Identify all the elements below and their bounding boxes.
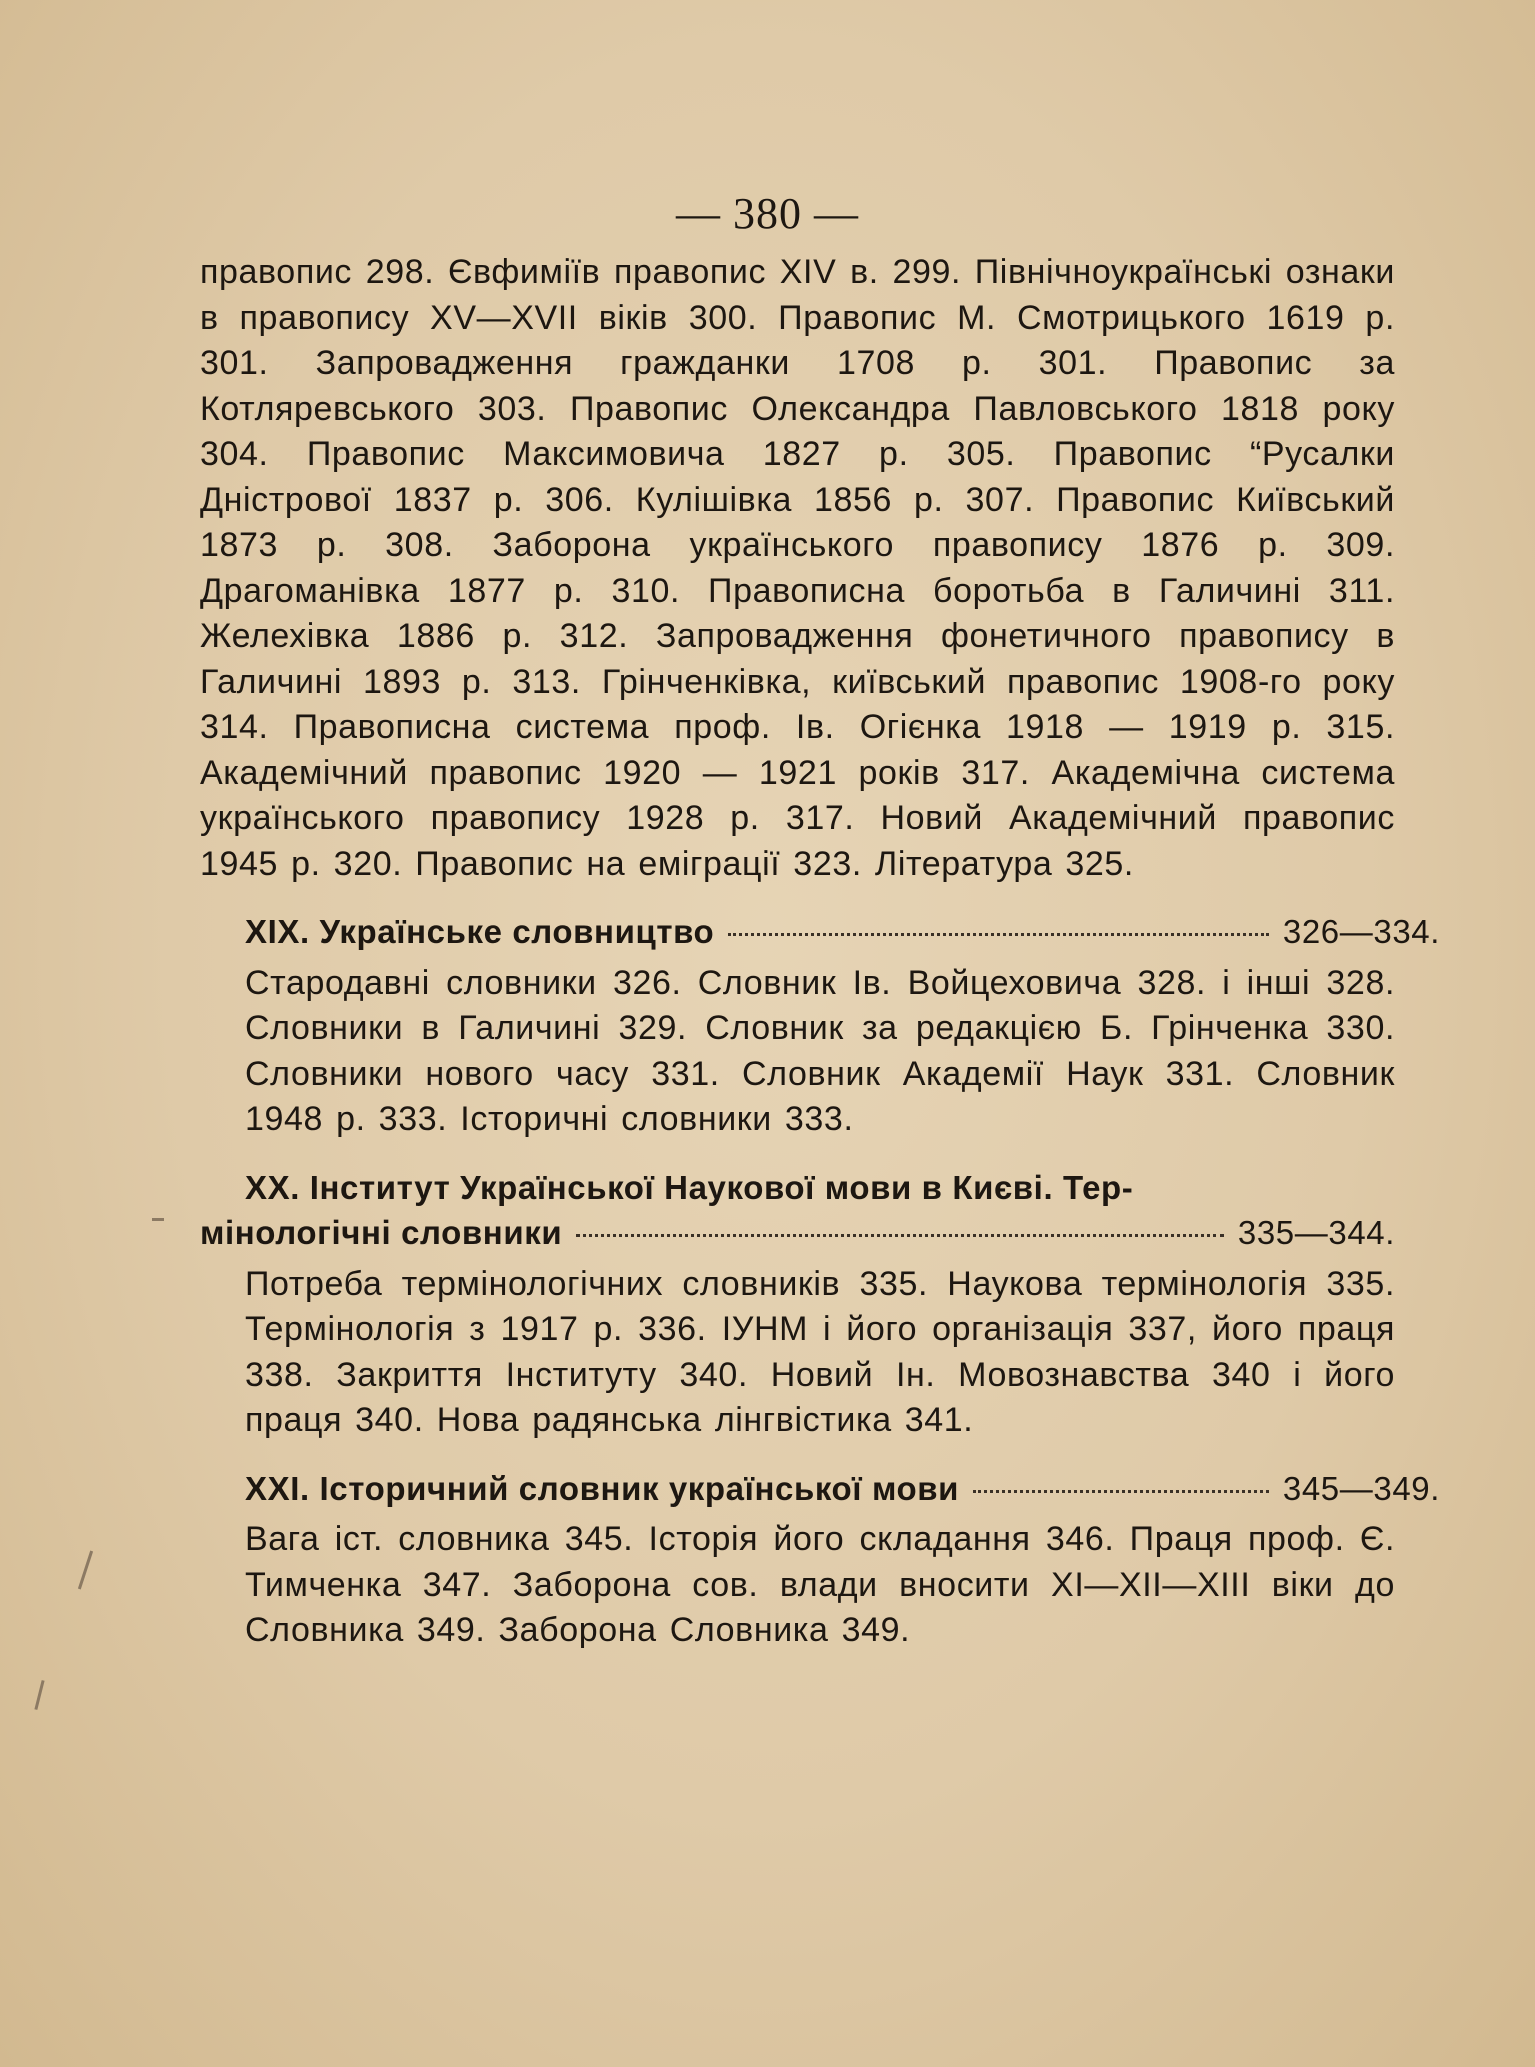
section-body: Потреба термінологічних словників 335. Наукова термінологія 335. Термінологія з 1917 р. 336. ІУНМ і його організація 337, його праця 338. Закриття Інституту 340. Новий Ін. Мовознавства 340 і його праця 340. Нова радянська лінгвістика 341. [245,1264,1395,1439]
table-of-contents [200,250,1440,1654]
section-heading [200,1466,1440,1512]
section-heading [200,909,1440,955]
section-xxi [200,1466,1440,1654]
page-number: — 380 — [676,189,859,238]
section-pages: 345—349. [1282,1469,1440,1507]
section-title: XIX. Українське словництво [245,913,715,950]
section-title: XXI. Історичний словник української мови [245,1469,960,1507]
intro-paragraph: правопис 298. Євфиміїв правопис XIV в. 299. Північноукраїнські ознаки в правопису XV—XVII віків 300. Правопис М. Смотрицького 1619 р. 301. Запровадження гражданки 1708 р. 301. Правопис за Котляревського 303. Правопис Олександра Павловського 1818 року 304. Правопис Максимовича 1827 р. 305. Правопис “Русалки Дністрової 1837 р. 306. Кулішівка 1856 р. 307. Правопис Київський 1873 р. 308. Заборона українського правопису 1876 р. 309. Драгоманівка 1877 р. 310. Правописна боротьба в Галичині 311. Желехівка 1886 р. 312. Запровадження фонетичного правопису в Галичині 1893 р. 313. Грінченківка, київський правопис 1908-го року 314. Правописна система проф. Ів. Огієнка 1918 — 1919 р. 315. Академічний правопис 1920 — 1921 років 317. Академічна система українського правопису 1928 р. 317. Новий Академічний правопис 1945 р. 320. Правопис на еміграції 323. Література 325. [200,253,1395,883]
dot-leader [973,1490,1269,1493]
section-title-line-1: XX. Інститут Української Наукової мови в Києві. Тер- [245,1168,1134,1206]
margin-mark [78,1551,93,1590]
section-pages: 335—344. [1237,1214,1395,1251]
dot-leader [728,933,1269,936]
margin-mark [34,1680,44,1710]
section-heading-line-2 [200,1210,1395,1256]
dot-leader [576,1234,1224,1237]
section-xix [200,909,1440,1143]
margin-mark [152,1218,164,1221]
section-body: Стародавні словники 326. Словник Ів. Войцеховича 328. і інші 328. Словники в Галичині 329. Словник за редакцією Б. Грінченка 330. Словники нового часу 331. Словник Академії Наук 331. Словник 1948 р. 333. Історичні словники 333. [245,963,1395,1138]
section-body: Вага іст. словника 345. Історія його складання 346. Праця проф. Є. Тимченка 347. Заборона сов. влади вносити XI—XII—XIII віки до Словника 349. Заборона Словника 349. [245,1520,1395,1649]
section-heading-line-1 [200,1165,1395,1211]
section-title-line-2: мінологічні словники [200,1214,563,1251]
section-xx [200,1165,1395,1444]
section-pages: 326—334. [1282,913,1440,950]
